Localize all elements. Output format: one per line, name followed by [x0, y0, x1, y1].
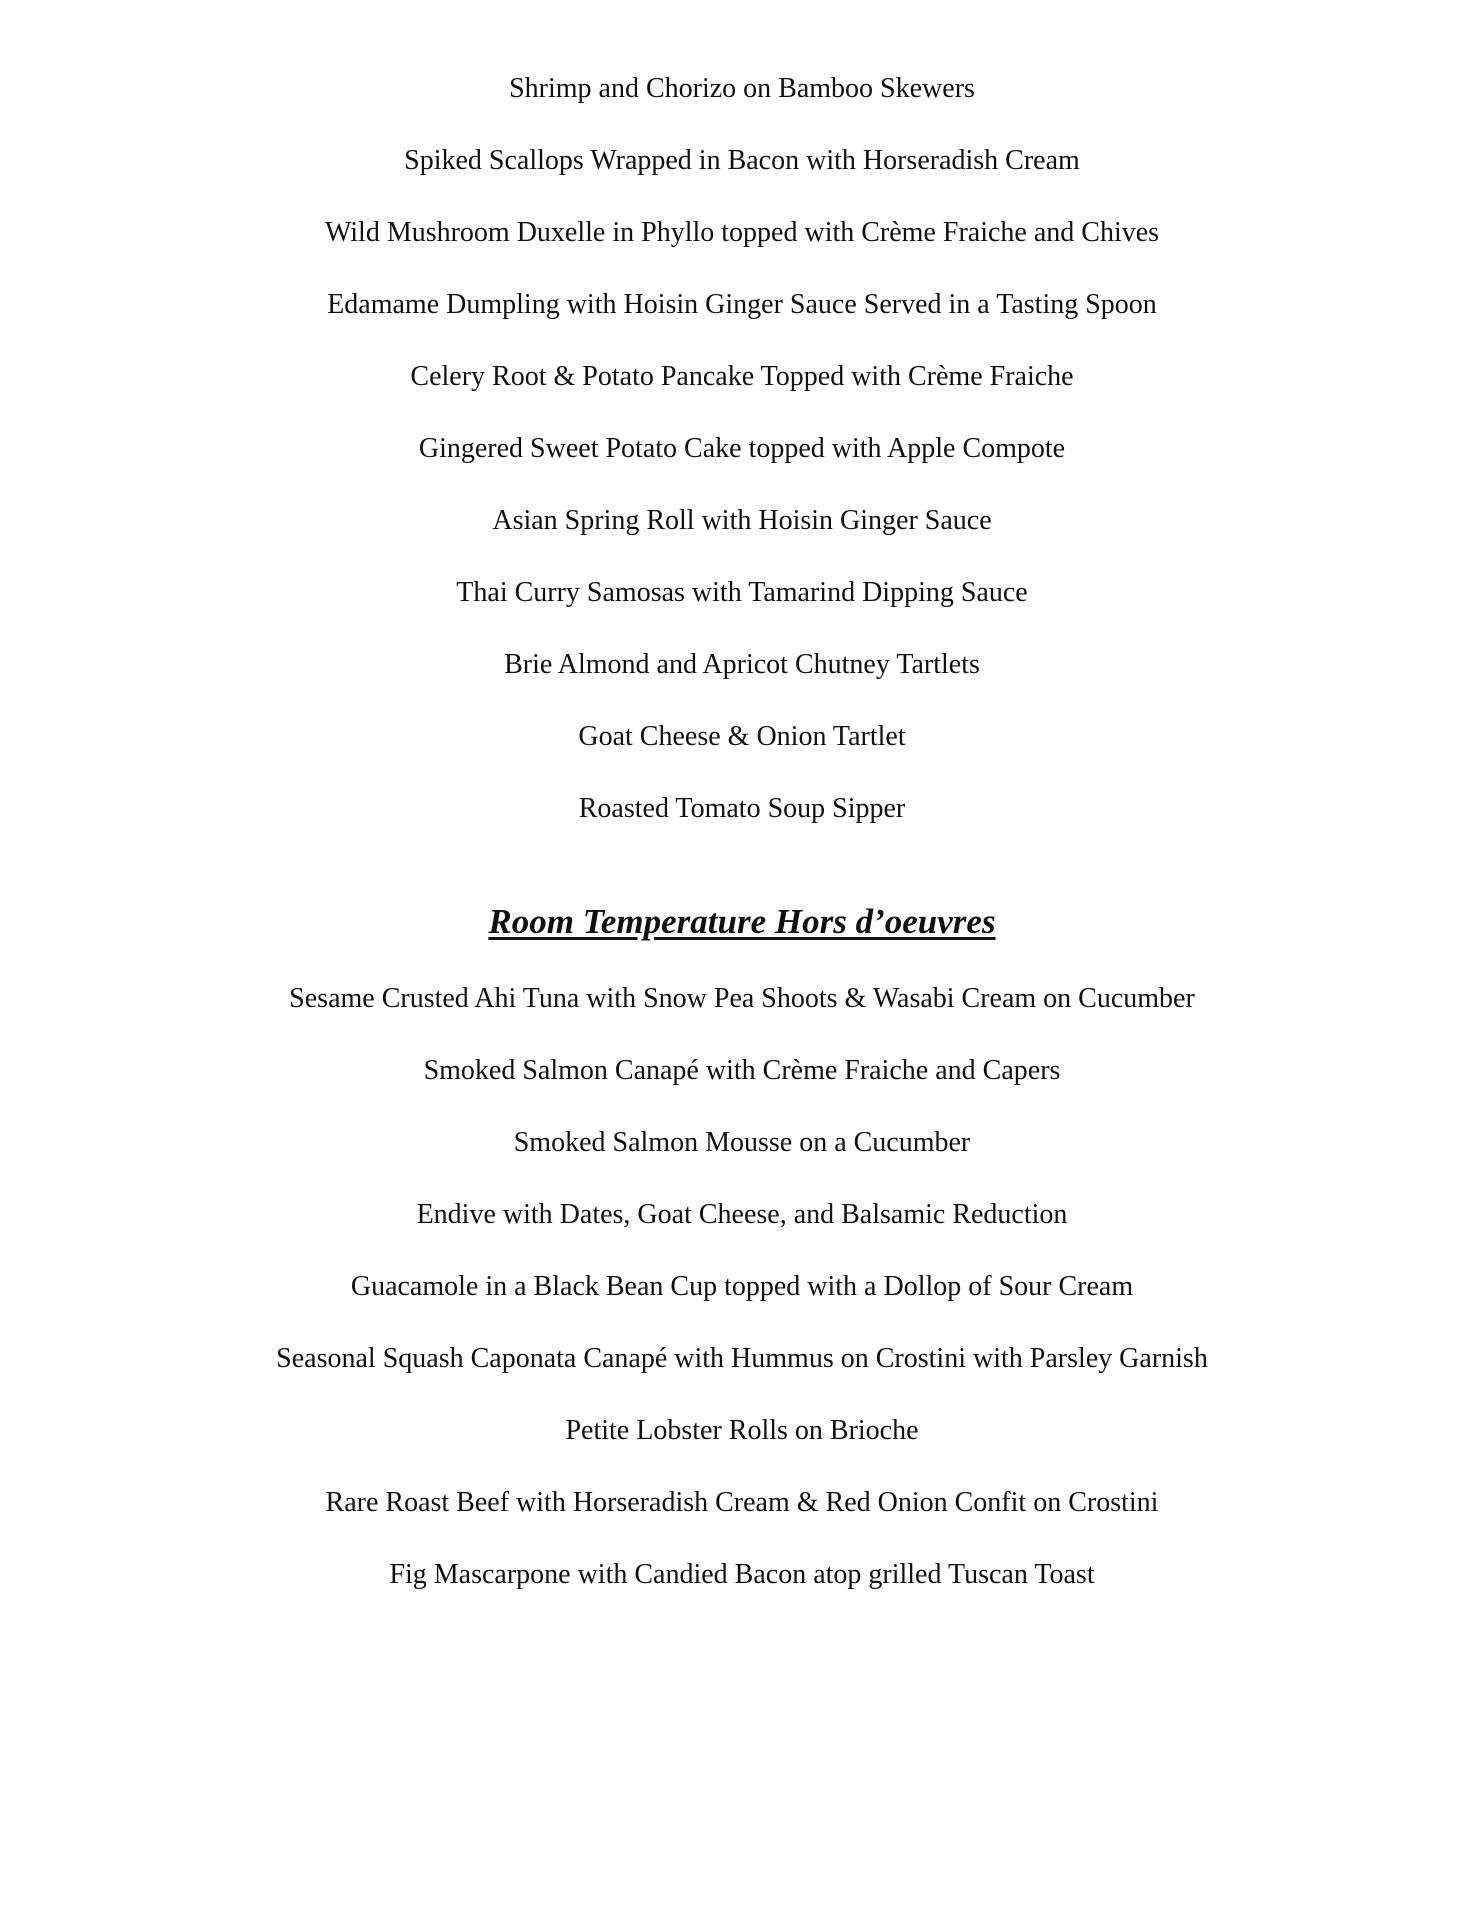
menu-item: Gingered Sweet Potato Cake topped with Apple Compote — [418, 433, 1066, 464]
menu-item: Sesame Crusted Ahi Tuna with Snow Pea Shoots & Wasabi Cream on Cucumber — [289, 983, 1195, 1014]
menu-item: Asian Spring Roll with Hoisin Ginger Sauce — [492, 505, 992, 536]
menu-item: Wild Mushroom Duxelle in Phyllo topped with Crème Fraiche and Chives — [324, 217, 1160, 248]
menu-item: Shrimp and Chorizo on Bamboo Skewers — [509, 73, 975, 104]
menu-item: Petite Lobster Rolls on Brioche — [565, 1415, 919, 1446]
menu-item: Seasonal Squash Caponata Canapé with Hummus on Crostini with Parsley Garnish — [276, 1343, 1208, 1374]
menu-item: Endive with Dates, Goat Cheese, and Balsamic Reduction — [416, 1199, 1068, 1230]
menu-item: Smoked Salmon Canapé with Crème Fraiche and Capers — [423, 1055, 1061, 1086]
menu-item: Smoked Salmon Mousse on a Cucumber — [513, 1127, 971, 1158]
menu-item: Guacamole in a Black Bean Cup topped with a Dollop of Sour Cream — [350, 1271, 1134, 1302]
menu-item: Goat Cheese & Onion Tartlet — [578, 721, 906, 752]
menu-item: Thai Curry Samosas with Tamarind Dipping Sauce — [456, 577, 1028, 608]
menu-item: Brie Almond and Apricot Chutney Tartlets — [504, 649, 980, 680]
menu-item: Celery Root & Potato Pancake Topped with Crème Fraiche — [410, 361, 1074, 392]
menu-item: Fig Mascarpone with Candied Bacon atop grilled Tuscan Toast — [389, 1559, 1095, 1590]
section-heading: Room Temperature Hors d’oeuvres — [488, 902, 996, 941]
menu-item: Spiked Scallops Wrapped in Bacon with Horseradish Cream — [404, 145, 1080, 176]
menu-item: Roasted Tomato Soup Sipper — [578, 793, 906, 824]
menu-item: Edamame Dumpling with Hoisin Ginger Sauce Served in a Tasting Spoon — [327, 289, 1157, 320]
menu-item: Rare Roast Beef with Horseradish Cream & Red Onion Confit on Crostini — [325, 1487, 1159, 1518]
